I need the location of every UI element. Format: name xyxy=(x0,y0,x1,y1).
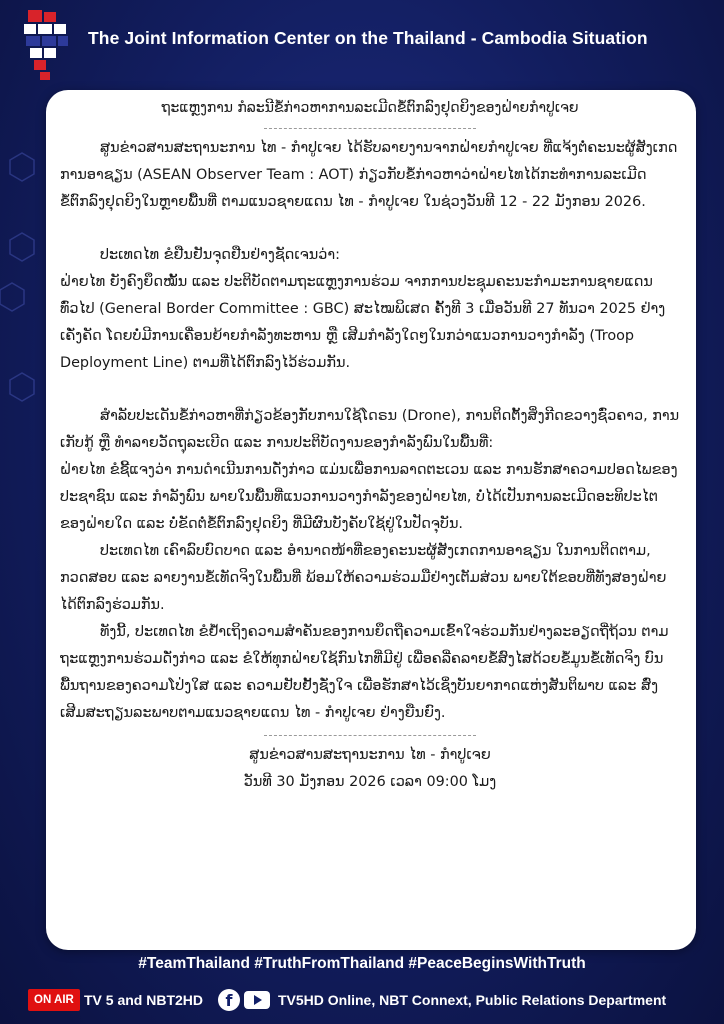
channels-text: TV 5 and NBT2HD xyxy=(84,992,204,1008)
statement-document xyxy=(60,96,680,796)
facebook-icon: f xyxy=(218,989,240,1011)
paragraph-5: ຝ່າຍໄທ ຂໍຊີ້ແຈງວ່າ ການດຳເນີນການດັ່ງກ່າວ ແມ່ນເພື່ອການລາດຕະເວນ ແລະ ການຮັກສາຄວາມປອດໄພຂອງປະຊາຊົນ ແລະ ກຳລັງພົນ ພາຍໃນພື້ນທີ່ແນວການວາງກຳລັງຂອງຝ່າຍໄທ, ບໍ່ໄດ້ເປັນການລະເມີດອະທິປະໄຕຂອງຝ່າຍໃດ ແລະ ບໍ່ຂັດຕໍ່ຂໍ້ຕົກລົງຢຸດຍິງ ທີ່ມີຜົນບັງຄັບໃຊ້ຢູ່ໃນປັດຈຸບັນ. xyxy=(60,462,678,532)
header-title: The Joint Information Center on the Thailand - Cambodia Situation xyxy=(88,28,648,48)
platforms-text: TV5HD Online, NBT Connext, Public Relations Department xyxy=(278,992,667,1008)
footer-divider xyxy=(264,735,476,736)
signature-block xyxy=(60,742,680,796)
on-air-badge: ON AIR xyxy=(28,989,80,1011)
footer-organization: ສູນຂ່າວສານສະຖານະການ ໄທ - ກຳປູເຈຍ xyxy=(249,747,491,763)
youtube-icon xyxy=(244,991,270,1009)
hashtags: #TeamThailand #TruthFromThailand #PeaceBeginsWithTruth xyxy=(138,955,586,972)
paragraph-1: ສູນຂ່າວສານສະຖານະການ ໄທ - ກຳປູເຈຍ ໄດ້ຮັບລາຍງານຈາກຝ່າຍກຳປູເຈຍ ທີ່ແຈ້ງຕໍ່ຄະນະຜູ້ສັງເກດການອາຊຽນ (ASEAN Observer Team : AOT) ກ່ຽວກັບຂໍ້ກ່າວຫາວ່າຝ່າຍໄທໄດ້ກະທຳການລະເມີດຂໍ້ຕົກລົງຢຸດຍິງໃນຫຼາຍພື້ນທີ່ ຕາມແນວຊາຍແດນ ໄທ - ກຳປູເຈຍ ໃນຊ່ວງວັນທີ 12 - 22 ມັງກອນ 2026. xyxy=(60,140,678,210)
paragraph-2: ປະເທດໄທ ຂໍຢືນຢັນຈຸດຢືນຢ່າງຊັດເຈນວ່າ: xyxy=(100,247,340,263)
bottom-bar xyxy=(0,985,724,1015)
paragraph-4: ສຳລັບປະເດັນຂໍ້ກ່າວຫາທີ່ກ່ຽວຂ້ອງກັບການໃຊ້ໂດຣນ (Drone), ການຕິດຕັ້ງສິ່ງກີດຂວາງຊົ່ວຄາວ, ການເກັບກູ້ ຫຼື ທຳລາຍວັດຖຸລະເບີດ ແລະ ການປະຕິບັດງານຂອງກຳລັງພົນໃນພື້ນທີ່: xyxy=(60,408,680,451)
paragraph-7: ທັງນີ້, ປະເທດໄທ ຂໍຢ້ຳເຖິງຄວາມສຳຄັນຂອງການຍຶດຖືຄວາມເຂົ້າໃຈຮ່ວມກັນຢ່າງລະອຽດຖີ່ຖ້ວນ ຕາມຖະແຫຼງການຮ່ວມດັ່ງກ່າວ ແລະ ຂໍໃຫ້ທຸກຝ່າຍໃຊ້ກົນໄກທີ່ມີຢູ່ ເພື່ອຄລີ່ຄລາຍຂໍ້ສົງໄສດ້ວຍຂໍ້ມູນຂໍ້ເທັດຈິງ ບົນພື້ນຖານຂອງຄວາມໂປ່ງໃສ ແລະ ຄວາມຢັບຢັ້ງຊັ່ງໃຈ ເພື່ອຮັກສາໄວ້ເຊິ່ງບັນຍາກາດແຫ່ງສັນຕິພາບ ແລະ ສົ່ງເສີມສະຖຽນລະພາບຕາມແນວຊາຍແດນ ໄທ - ກຳປູເຈຍ ຢ່າງຍືນຍົງ. xyxy=(60,624,669,721)
paragraph-6: ປະເທດໄທ ເຄົາລົບບົດບາດ ແລະ ອຳນາດໜ້າທີ່ຂອງຄະນະຜູ້ສັງເກດການອາຊຽນ ໃນການຕິດຕາມ, ກວດສອບ ແລະ ລາຍງານຂໍ້ເທັດຈິງໃນພື້ນທີ່ ພ້ອມໃຫ້ຄວາມຮ່ວມມືຢ່າງເຕັມສ່ວນ ພາຍໃຕ້ຂອບທີ່ທັງສອງຝ່າຍໄດ້ຕົກລົງຮ່ວມກັນ. xyxy=(60,543,667,613)
paragraph-3: ຝ່າຍໄທ ຍັງຄົງຍຶດໝັ້ນ ແລະ ປະຕິບັດຕາມຖະແຫຼງການຮ່ວມ ຈາກການປະຊຸມຄະນະກຳມະການຊາຍແດນທົ່ວໄປ (General Border Committee : GBC) ສະໄໝພິເສດ ຄັ້ງທີ 3 ເມື່ອວັນທີ 27 ທັນວາ 2025 ຢ່າງເຄັ່ງຄັດ ໂດຍບໍ່ມີການເຄື່ອນຍ້າຍກຳລັງທະຫານ ຫຼື ເສີມກຳລັງໃດໆໃນກວ່າແນວການວາງກຳລັງ (Troop Deployment Line) ຕາມທີ່ໄດ້ຕົກລົງໄວ້ຮ່ວມກັນ. xyxy=(60,274,666,371)
thai-flag-logo-icon xyxy=(20,6,72,86)
document-title: ຖະແຫຼງການ ກໍລະນີຂໍ້ກ່າວຫາການລະເມີດຂໍ້ຕົກລົງຢຸດຍິງຂອງຝ່າຍກຳປູເຈຍ xyxy=(161,100,579,116)
title-divider xyxy=(264,128,476,129)
footer-date: ວັນທີ 30 ມັງກອນ 2026 ເວລາ 09:00 ໂມງ xyxy=(243,774,497,790)
